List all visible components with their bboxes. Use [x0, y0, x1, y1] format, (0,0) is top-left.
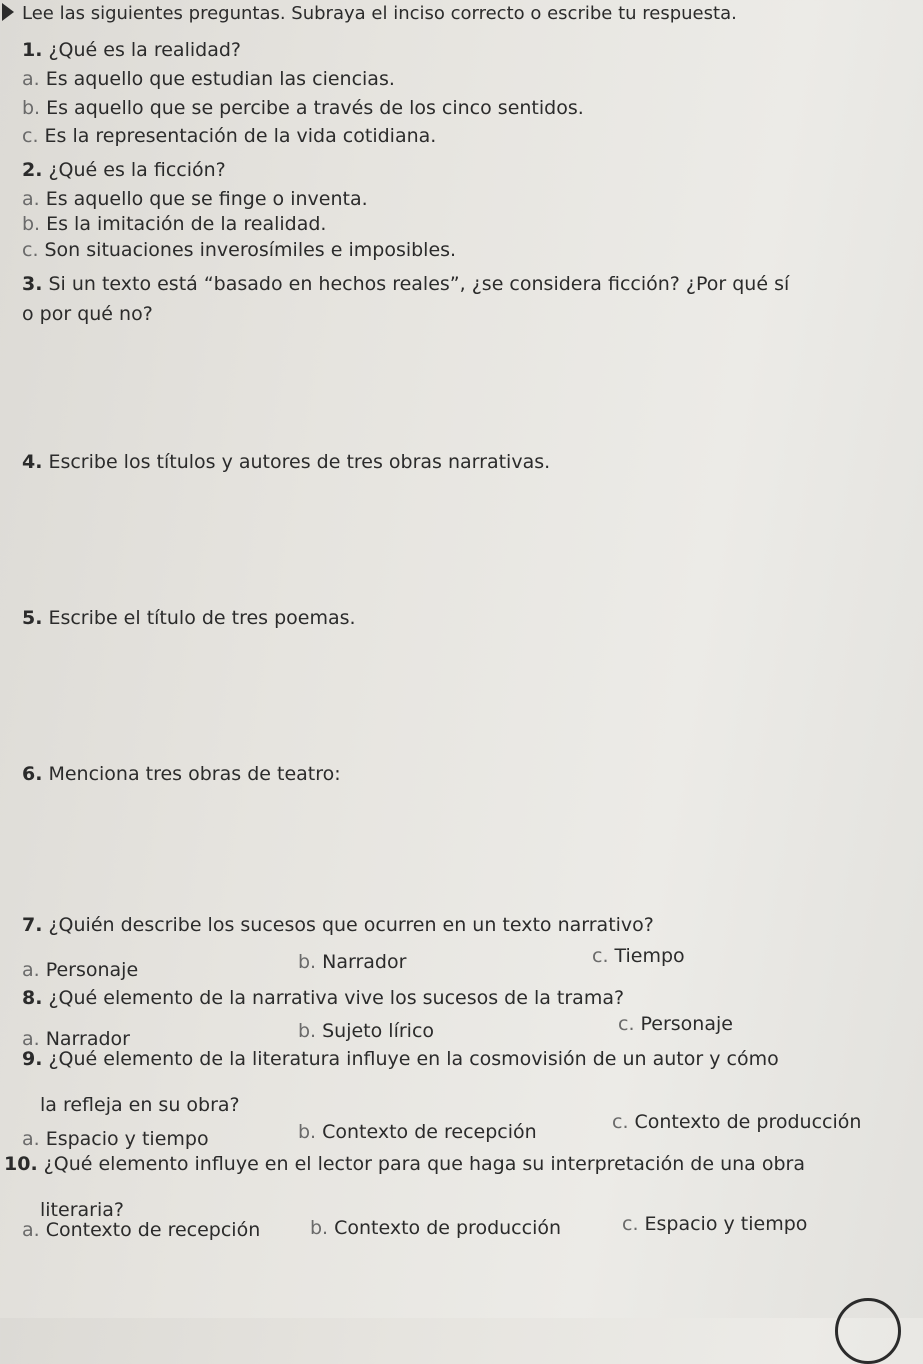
- question-10-continued: literaria?: [40, 1199, 124, 1221]
- question-3: 3. Si un texto está “basado en hechos reales”, ¿se considera ficción? ¿Por qué sí: [22, 273, 790, 295]
- option-2a[interactable]: a. Es aquello que se finge o inventa.: [22, 188, 368, 210]
- question-1: 1. ¿Qué es la realidad?: [22, 39, 241, 61]
- question-3-continued: o por qué no?: [22, 303, 153, 325]
- option-10c[interactable]: c. Espacio y tiempo: [622, 1213, 808, 1235]
- question-8: 8. ¿Qué elemento de la narrativa vive los sucesos de la trama?: [22, 987, 625, 1009]
- option-1b[interactable]: b. Es aquello que se percibe a través de los cinco sentidos.: [22, 97, 584, 119]
- option-10a[interactable]: a. Contexto de recepción: [22, 1219, 261, 1241]
- question-9-continued: la refleja en su obra?: [40, 1094, 240, 1116]
- binder-ring-arc: [835, 1298, 901, 1364]
- option-2b[interactable]: b. Es la imitación de la realidad.: [22, 213, 327, 235]
- option-7a[interactable]: a. Personaje: [22, 959, 139, 981]
- option-9a[interactable]: a. Espacio y tiempo: [22, 1128, 209, 1150]
- option-1a[interactable]: a. Es aquello que estudian las ciencias.: [22, 68, 395, 90]
- question-10: 10. ¿Qué elemento influye en el lector para que haga su interpretación de una obra: [4, 1153, 805, 1175]
- option-1c[interactable]: c. Es la representación de la vida cotidiana.: [22, 125, 437, 147]
- instructions: Lee las siguientes preguntas. Subraya el inciso correcto o escribe tu respuesta.: [22, 3, 737, 24]
- option-8c[interactable]: c. Personaje: [618, 1013, 733, 1035]
- question-5: 5. Escribe el título de tres poemas.: [22, 607, 356, 629]
- question-2: 2. ¿Qué es la ficción?: [22, 159, 226, 181]
- question-7: 7. ¿Quién describe los sucesos que ocurren en un texto narrativo?: [22, 914, 654, 936]
- question-6: 6. Menciona tres obras de teatro:: [22, 763, 341, 785]
- option-9b[interactable]: b. Contexto de recepción: [298, 1121, 537, 1143]
- option-7b[interactable]: b. Narrador: [298, 951, 407, 973]
- option-10b[interactable]: b. Contexto de producción: [310, 1217, 562, 1239]
- option-9c[interactable]: c. Contexto de producción: [612, 1111, 862, 1133]
- option-2c[interactable]: c. Son situaciones inverosímiles e imposibles.: [22, 239, 457, 261]
- option-8a[interactable]: a. Narrador: [22, 1028, 130, 1050]
- question-9: 9. ¿Qué elemento de la literatura influye en la cosmovisión de un autor y cómo: [22, 1048, 779, 1070]
- triangle-bullet-icon: [2, 3, 14, 21]
- option-7c[interactable]: c. Tiempo: [592, 945, 685, 967]
- option-8b[interactable]: b. Sujeto lírico: [298, 1020, 435, 1042]
- question-4: 4. Escribe los títulos y autores de tres obras narrativas.: [22, 451, 551, 473]
